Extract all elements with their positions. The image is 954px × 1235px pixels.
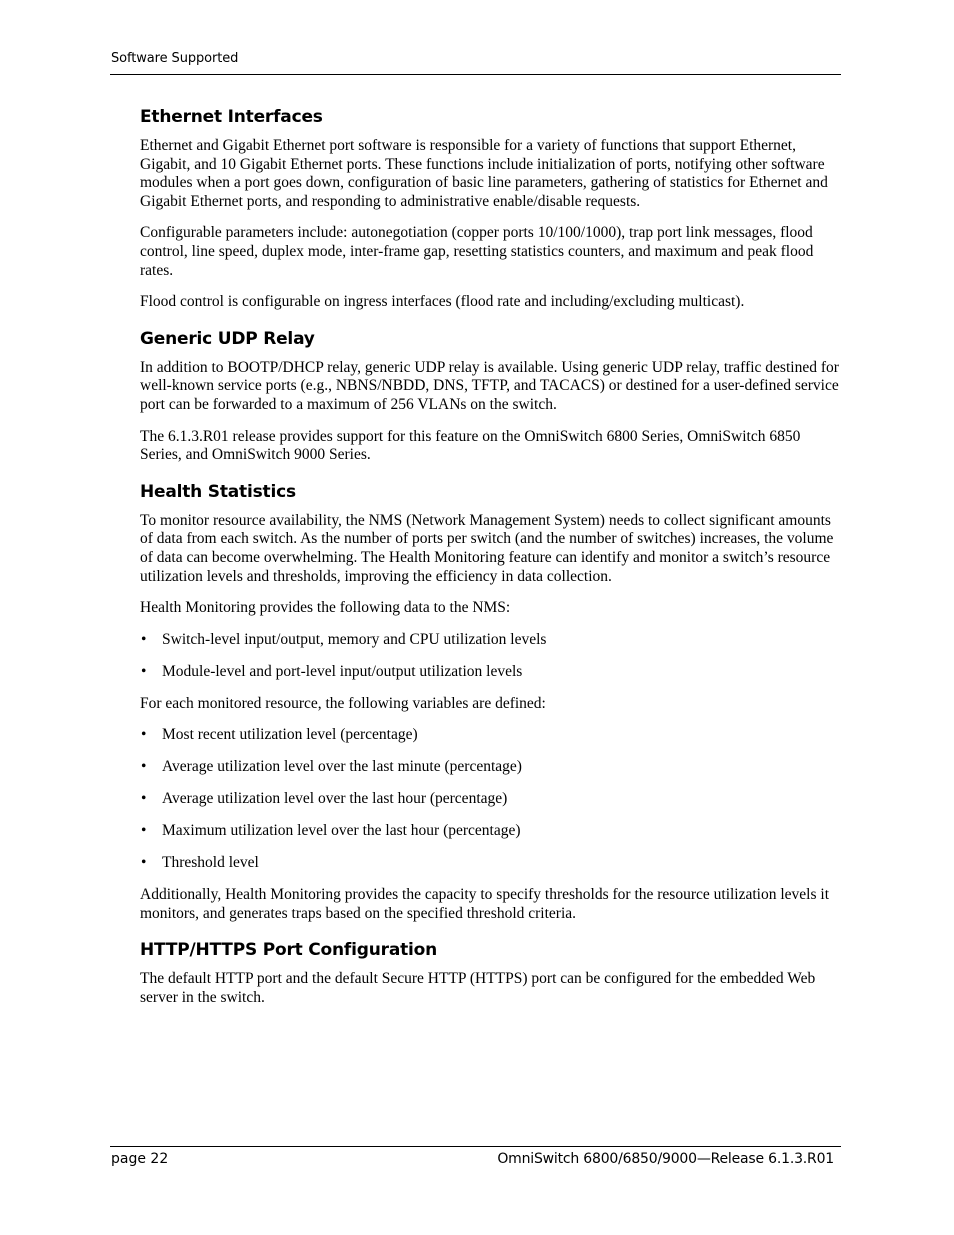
list-item-text: Average utilization level over the last hour (percentage) [162,790,508,808]
body-paragraph: Flood control is configurable on ingress interfaces (flood rate and including/excluding multicast). [140,293,745,311]
list-item-text: Most recent utilization level (percentage) [162,726,418,744]
list-item [140,663,840,682]
list-item-text: Switch-level input/output, memory and CPU utilization levels [162,630,547,648]
section-health-statistics [140,481,840,924]
bullet-list [140,631,840,682]
body-paragraph: Ethernet and Gigabit Ethernet port software is responsible for a variety of functions that support Ethernet, Gigabit, and 10 Gigabit Ethernet ports. These functions include initialization of ports, notifying other software modules when a port goes down, configuration of basic line parameters, gathering of statistics for Ethernet and Gigabit Ethernet ports, and responding to administrative enable/disable requests. [140,137,828,210]
bullet-icon: • [141,822,147,840]
body-paragraph: To monitor resource availability, the NMS (Network Management System) needs to collect significant amounts of data from each switch. As the number of ports per switch (and the number of switches) increases, the volume of data can become overwhelming. The Health Monitoring feature can identify and monitor a switch’s resource utilization levels and thresholds, improving the efficiency in data collection. [140,511,834,585]
list-item [140,758,840,777]
product-release: OmniSwitch 6800/6850/9000—Release 6.1.3.R01 [497,1151,834,1167]
body-paragraph: Additionally, Health Monitoring provides the capacity to specify thresholds for the resource utilization levels it monitors, and generates traps based on the specified threshold criteria. [140,886,830,922]
section-http-https-port-configuration [140,939,840,1007]
bullet-icon: • [141,662,147,680]
body-paragraph: The default HTTP port and the default Secure HTTP (HTTPS) port can be configured for the embedded Web server in the switch. [140,970,816,1006]
bullet-icon: • [141,758,147,776]
bullet-icon: • [141,854,147,872]
section-heading: Ethernet Interfaces [140,107,323,127]
list-item [140,854,840,873]
footer-rule [110,1146,841,1147]
list-item [140,631,840,650]
list-item [140,822,840,841]
list-item-text: Threshold level [162,854,259,872]
list-lead: Health Monitoring provides the following data to the NMS: [140,599,511,617]
section-heading: HTTP/HTTPS Port Configuration [140,940,438,961]
list-item-text: Average utilization level over the last minute (percentage) [162,758,522,776]
list-item-text: Maximum utilization level over the last hour (percentage) [162,822,521,840]
list-item [140,726,840,745]
page-content [140,106,840,1021]
section-heading: Health Statistics [140,481,296,502]
page-number: page 22 [111,1151,169,1167]
bullet-list [140,726,840,873]
section-heading: Generic UDP Relay [140,328,315,349]
section-generic-udp-relay [140,328,840,465]
list-lead: For each monitored resource, the following variables are defined: [140,694,546,712]
bullet-icon: • [141,726,147,744]
body-paragraph: In addition to BOOTP/DHCP relay, generic UDP relay is available. Using generic UDP relay, traffic destined for well-known service ports (e.g., NBNS/NBDD, DNS, TFTP, and TACACS) or destined for a user-defined service port can be forwarded to a maximum of 256 VLANs on the switch. [140,358,839,413]
bullet-icon: • [141,630,147,648]
list-item-text: Module-level and port-level input/output utilization levels [162,662,523,680]
header-rule [110,74,841,75]
section-ethernet-interfaces [140,106,840,312]
body-paragraph: Configurable parameters include: autonegotiation (copper ports 10/100/1000), trap port link messages, flood control, line speed, duplex mode, inter-frame gap, resetting statistics counters, and maximum and peak flood rates. [140,224,814,279]
list-item [140,790,840,809]
running-header: Software Supported [111,51,239,66]
bullet-icon: • [141,790,147,808]
body-paragraph: The 6.1.3.R01 release provides support for this feature on the OmniSwitch 6800 Series, OmniSwitch 6850 Series, and OmniSwitch 9000 Series. [140,427,801,464]
